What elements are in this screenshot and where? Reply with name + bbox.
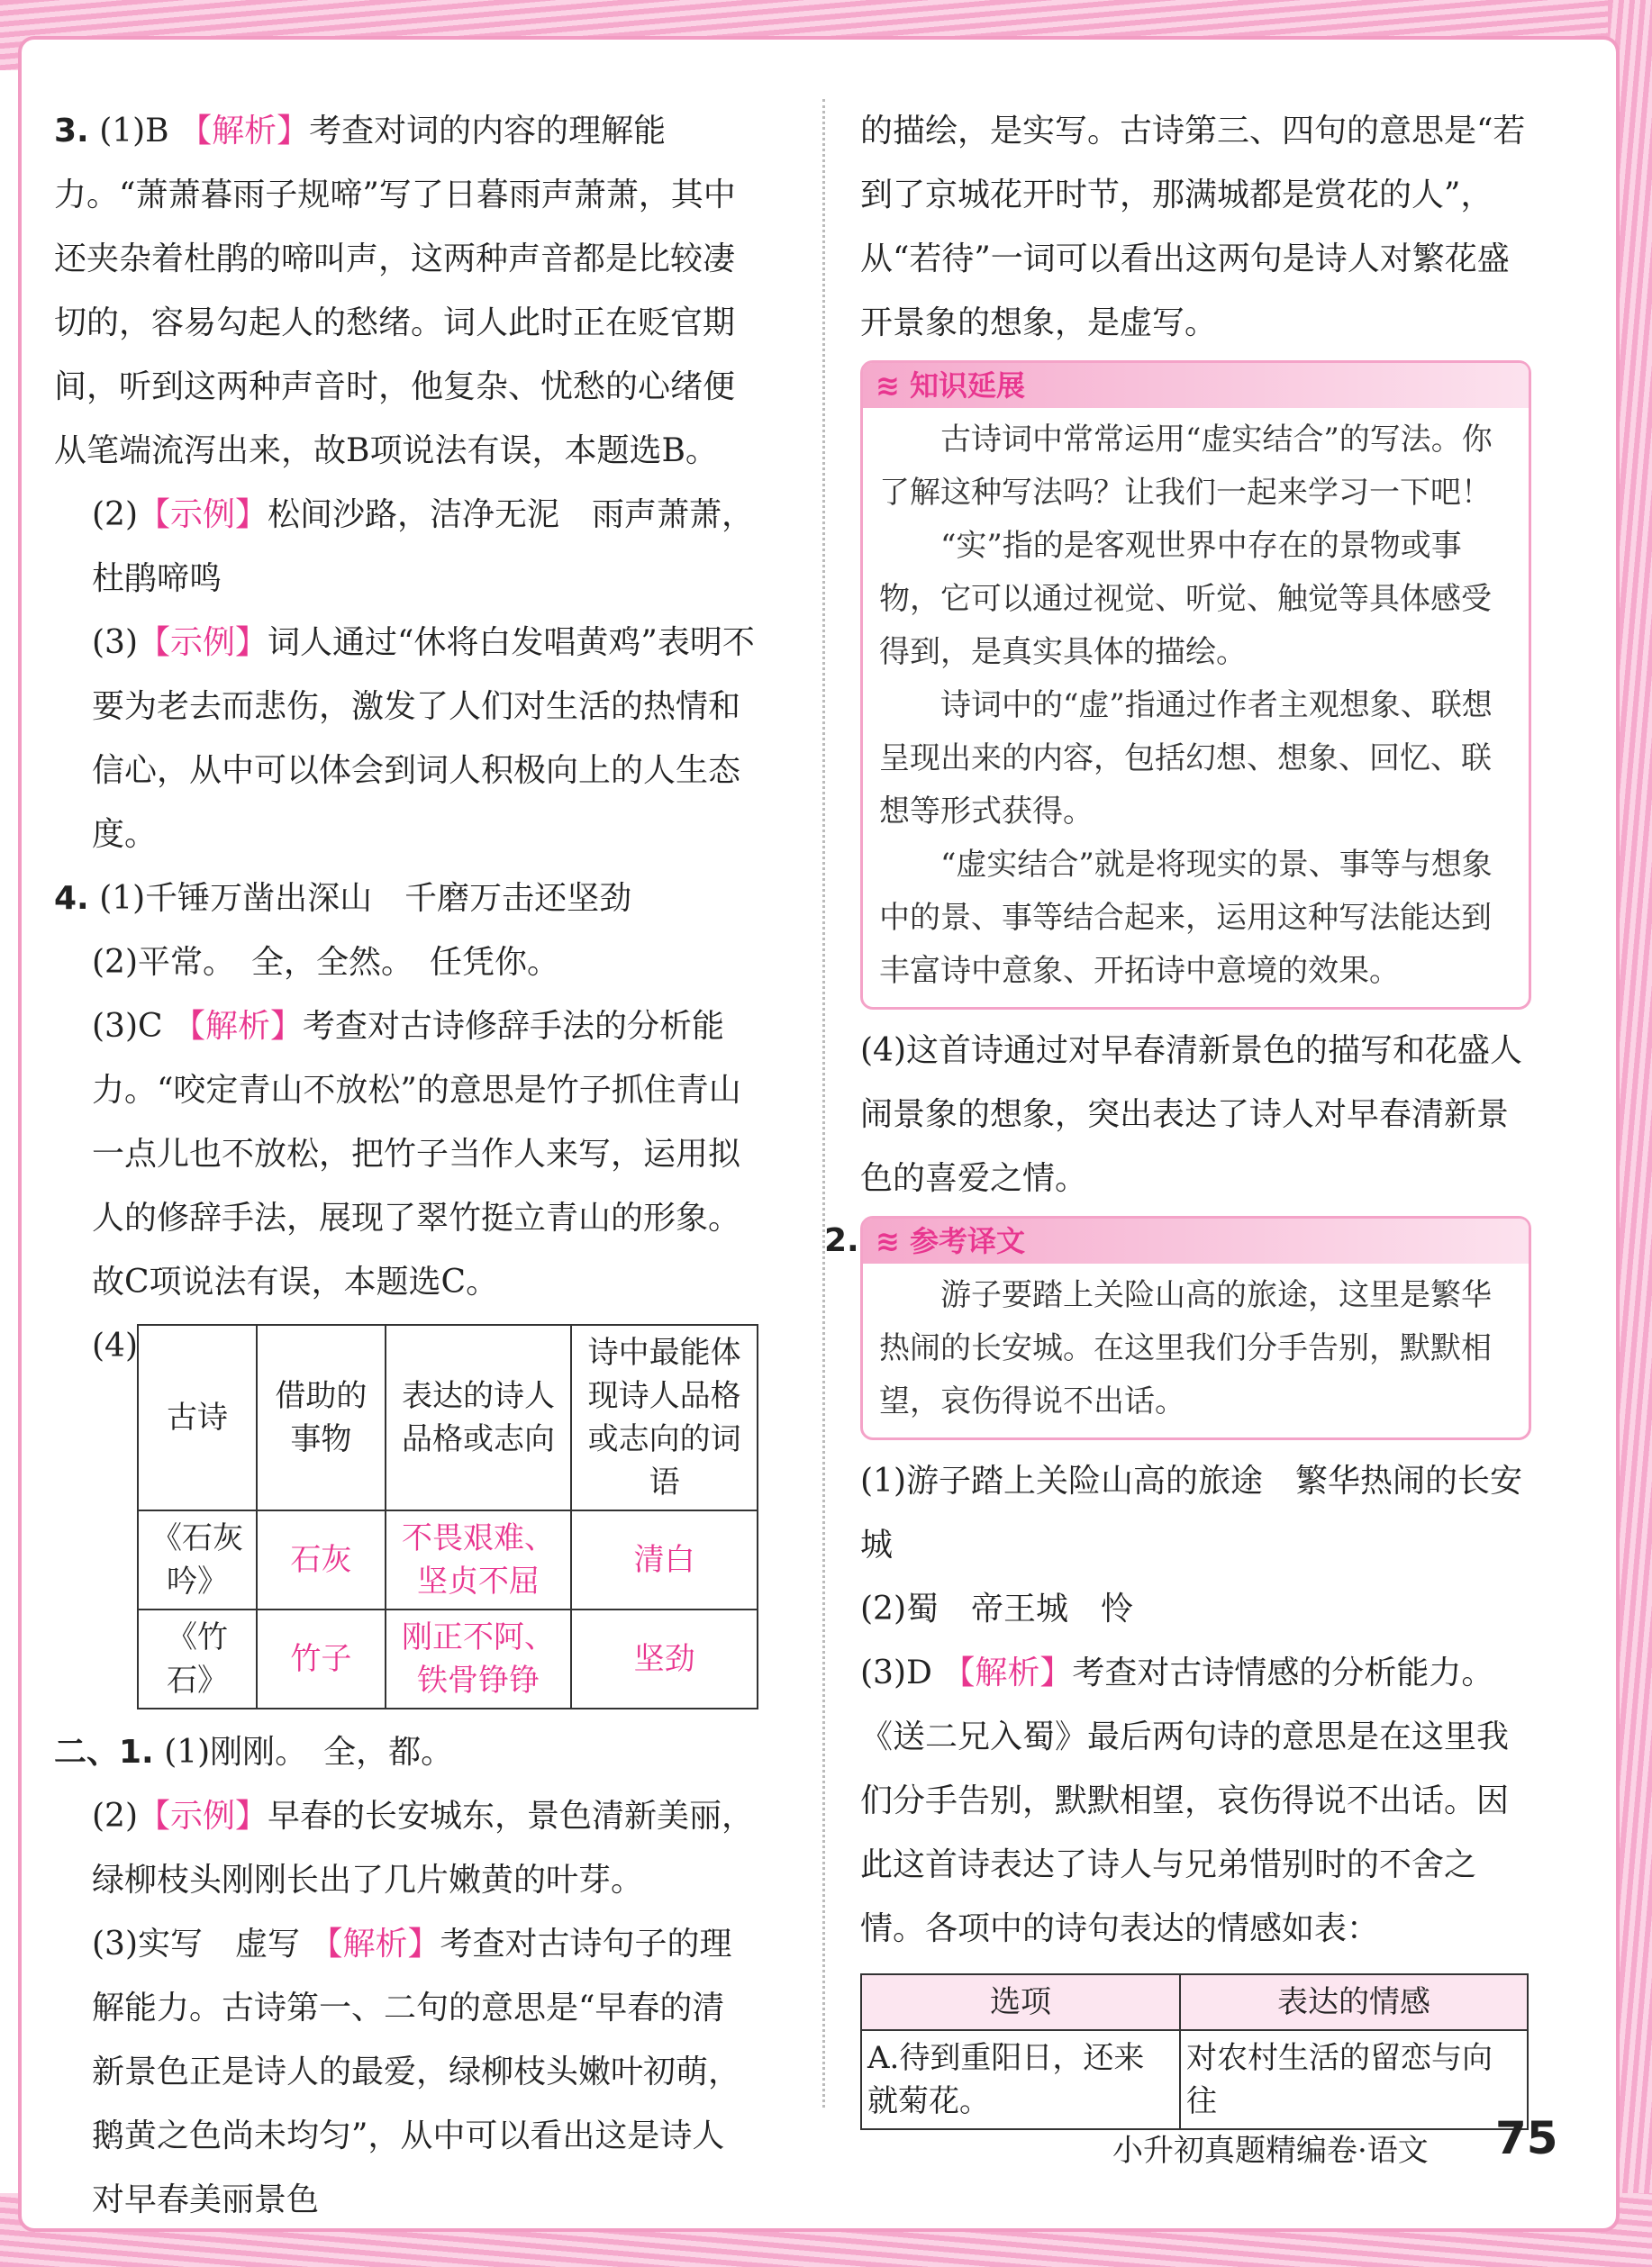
- box-body: [863, 1264, 1529, 1428]
- answer-text: 考查对古诗情感的分析能力。《送二兄入蜀》最后两句诗的意思是在这里我们分手告别，默默相望，哀伤得说不出话。因此这首诗表达了诗人与兄弟惜别时的不舍之情。各项中的诗句表达的情感如表：: [860, 1655, 1510, 1947]
- table-cell: 竹子: [257, 1610, 386, 1709]
- box-title: ≋ 知识延展: [863, 363, 1529, 408]
- question-number: 4.: [54, 880, 89, 917]
- table-header-cell: 表达的诗人品格或志向: [386, 1325, 572, 1510]
- question-number: 2.: [824, 1222, 859, 1259]
- answer-prefix: (1)B: [99, 113, 169, 150]
- knowledge-extension-box: [860, 360, 1531, 1010]
- analysis-tag: 【解析】: [310, 1926, 440, 1963]
- answer-4-part-4-label: (4): [92, 1328, 138, 1365]
- table-row: [138, 1610, 758, 1709]
- table-cell: A.待到重阳日，还来就菊花。: [861, 2030, 1180, 2129]
- answer-text: 词人通过“休将白发唱黄鸡”表明不要为老去而悲伤，激发了人们对生活的热情和信心，从中可以体会到词人积极向上的人生态度。: [92, 624, 755, 853]
- table-cell: 《石灰吟》: [138, 1510, 257, 1610]
- box-body: [863, 408, 1529, 998]
- left-column: [54, 99, 757, 2232]
- table-header-row: [861, 1974, 1528, 2030]
- table-cell: 石灰: [257, 1510, 386, 1610]
- question-number: 二、1.: [54, 1734, 154, 1771]
- box-paragraph: 游子要踏上关险山高的旅途，这里是繁华热闹的长安城。在这里我们分手告别，默默相望，哀伤得说不出话。: [879, 1277, 1492, 1419]
- answer-4-part-1: [54, 866, 757, 930]
- analysis-tag: 【解析】: [173, 1008, 304, 1045]
- answer-s2-1-part-2: [54, 1784, 757, 1912]
- answer-prefix: (3)实写 虚写: [92, 1926, 300, 1963]
- answer-2-part-2: (2)蜀 帝王城 怜: [860, 1591, 1133, 1628]
- question-number: 3.: [54, 113, 89, 150]
- box-paragraph: 诗词中的“虚”指通过作者主观想象、联想呈现出来的内容，包括幻想、想象、回忆、联想等形式获得。: [879, 687, 1493, 830]
- reference-translation-box: [860, 1216, 1531, 1440]
- answer-s2-1-part-1: [54, 1720, 757, 1784]
- box-paragraph: “虚实结合”就是将现实的景、事等与想象中的景、事等结合起来，运用这种写法能达到丰富诗中意象、开拓诗中意境的效果。: [879, 847, 1493, 989]
- table-header-row: [138, 1325, 758, 1510]
- answer-prefix: (3)C: [92, 1008, 163, 1045]
- analysis-tag: 【解析】: [942, 1655, 1073, 1691]
- table-cell: 《竹石》: [138, 1610, 257, 1709]
- table-header-cell: 选项: [861, 1974, 1180, 2030]
- answer-3-part-1: [54, 99, 757, 483]
- table-row: [861, 2030, 1528, 2129]
- answer-s2-1-part-4: (4)这首诗通过对早春清新景色的描写和花盛人闹景象的想象，突出表达了诗人对早春清新景色的喜爱之情。: [860, 1032, 1522, 1197]
- example-tag: 【示例】: [138, 624, 268, 661]
- table-cell: 坚劲: [571, 1610, 758, 1709]
- page-number: 75: [1495, 2112, 1558, 2164]
- box-title: ≋ 参考译文: [863, 1219, 1529, 1264]
- answer-s2-1-part-3: [54, 1912, 757, 2232]
- answer-prefix: (2): [92, 496, 138, 533]
- answer-2-part-1: (1)游子踏上关险山高的旅途 繁华热闹的长安城: [860, 1463, 1522, 1564]
- answer-2-part-3: [860, 1641, 1531, 1961]
- question-2-block: [824, 1216, 1531, 1440]
- analysis-tag: 【解析】: [179, 113, 310, 150]
- answer-prefix: (2): [92, 1798, 138, 1835]
- right-column: [824, 99, 1531, 2130]
- example-tag: 【示例】: [138, 496, 268, 533]
- answer-text: (1)千锤万凿出深山 千磨万击还坚劲: [99, 880, 632, 917]
- table-cell: 对农村生活的留恋与向往: [1180, 2030, 1528, 2129]
- answer-prefix: (3)D: [860, 1655, 932, 1691]
- table-cell: 不畏艰难、坚贞不屈: [386, 1510, 572, 1610]
- answer-text: 考查对词的内容的理解能力。“萧萧暮雨子规啼”写了日暮雨声萧萧，其中还夹杂着杜鹃的啼叫声，这两种声音都是比较凄切的，容易勾起人的愁绪。词人此时正在贬官期间，听到这两种声音时，他复杂、忧愁的心绪便从笔端流泻出来，故B项说法有误，本题选B。: [54, 113, 736, 469]
- answer-text: (1)刚刚。 全，都。: [164, 1734, 454, 1771]
- box-paragraph: “实”指的是客观世界中存在的景物或事物，它可以通过视觉、听觉、触觉等具体感受得到，是真实具体的描绘。: [879, 528, 1492, 670]
- answer-4-part-2: (2)平常。 全，全然。 任凭你。: [92, 944, 559, 981]
- table-row: [138, 1510, 758, 1610]
- table-header-cell: 诗中最能体现诗人品格或志向的词语: [571, 1325, 758, 1510]
- continued-text: 的描绘，是实写。古诗第三、四句的意思是“若到了京城花开时节，那满城都是赏花的人”，从“若待”一词可以看出这两句是诗人对繁花盛开景象的想象，是虚写。: [860, 113, 1526, 341]
- answer-prefix: (3): [92, 624, 138, 661]
- answer-text: 考查对古诗句子的理解能力。古诗第一、二句的意思是“早春的清新景色正是诗人的最爱，绿柳枝头嫩叶初萌，鹅黄之色尚未均匀”，从中可以看出这是诗人对早春美丽景色: [92, 1926, 741, 2218]
- poem-comparison-table: [137, 1324, 758, 1709]
- box-paragraph: 古诗词中常常运用“虚实结合”的写法。你了解这种写法吗？让我们一起来学习一下吧！: [879, 422, 1493, 511]
- answer-text: 松间沙路，洁净无泥 雨声萧萧，杜鹃啼鸣: [92, 496, 755, 597]
- answer-3-part-3: [54, 611, 757, 866]
- answer-3-part-2: [54, 483, 757, 611]
- emotion-table: [860, 1973, 1529, 2130]
- table-cell: 刚正不阿、铁骨铮铮: [386, 1610, 572, 1709]
- table-cell: 清白: [571, 1510, 758, 1610]
- book-title-footer: 小升初真题精编卷·语文: [1112, 2133, 1429, 2169]
- example-tag: 【示例】: [138, 1798, 268, 1835]
- table-header-cell: 借助的事物: [257, 1325, 386, 1510]
- table-header-cell: 表达的情感: [1180, 1974, 1528, 2030]
- table-header-cell: 古诗: [138, 1325, 257, 1510]
- answer-text: 考查对古诗修辞手法的分析能力。“咬定青山不放松”的意思是竹子抓住青山一点儿也不放松，把竹子当作人来写，运用拟人的修辞手法，展现了翠竹挺立青山的形象。故C项说法有误，本题选C。: [92, 1008, 741, 1301]
- answer-text: 早春的长安城东，景色清新美丽，绿柳枝头刚刚长出了几片嫩黄的叶芽。: [92, 1798, 755, 1899]
- answer-4-part-3: [54, 994, 757, 1314]
- column-divider: [822, 99, 825, 2108]
